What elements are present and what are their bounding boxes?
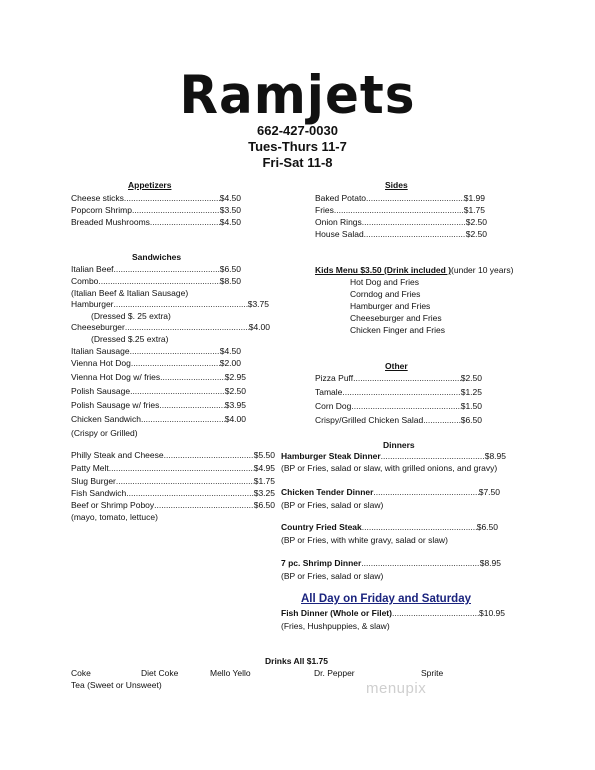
menu-item: Chicken Tender Dinner ..... $7.50 (281, 487, 500, 498)
drink-item: Mello Yello (210, 668, 251, 678)
menu-item: Polish Sausage w/ fries ..... $3.95 (71, 400, 246, 411)
watermark: menupix (366, 680, 427, 697)
menu-item: Baked Potato ..... $1.99 (315, 193, 485, 204)
item-note: (BP or Fries, salad or slaw) (281, 500, 384, 510)
drink-item: Dr. Pepper (314, 668, 355, 678)
menu-item: Fish Sandwich ..... $3.25 (71, 488, 275, 499)
sides-heading: Sides (385, 180, 408, 190)
menu-item: House Salad ..... $2.50 (315, 229, 487, 240)
restaurant-logo: Ramjets (179, 64, 416, 126)
drink-item: Tea (Sweet or Unsweet) (71, 680, 162, 690)
all-day-heading: All Day on Friday and Saturday (301, 593, 471, 605)
menu-item: Chicken Sandwich ..... $4.00 (71, 414, 246, 425)
menu-item: Country Fried Steak ..... $6.50 (281, 522, 498, 533)
kids-item: Chicken Finger and Fries (350, 325, 445, 335)
menu-item: Vienna Hot Dog ..... $2.00 (71, 358, 241, 369)
menu-item: Hamburger ..... $3.75 (71, 299, 269, 310)
sandwiches-heading: Sandwiches (132, 252, 182, 262)
menu-item: Corn Dog ..... $1.50 (315, 401, 482, 412)
drink-item: Sprite (421, 668, 444, 678)
phone-number: 662-427-0030 (257, 123, 338, 138)
item-note: (Fries, Hushpuppies, & slaw) (281, 621, 390, 631)
menu-item: Tamale ..... $1.25 (315, 387, 482, 398)
kids-item: Cheeseburger and Fries (350, 313, 442, 323)
menu-item: Patty Melt ..... $4.95 (71, 463, 275, 474)
item-note: (Dressed $.25 extra) (91, 334, 169, 344)
item-note: (BP or Fries, salad or slaw, with grilled onions, and gravy) (281, 463, 498, 473)
item-note: (Italian Beef & Italian Sausage) (71, 288, 189, 298)
menu-item: Italian Sausage ..... $4.50 (71, 346, 241, 357)
menu-item: Onion Rings ..... $2.50 (315, 217, 487, 228)
menu-item: Crispy/Grilled Chicken Salad ..... $6.50 (315, 415, 482, 426)
menu-item: Slug Burger ..... $1.75 (71, 476, 275, 487)
menu-item: Philly Steak and Cheese ..... $5.50 (71, 450, 275, 461)
hours-weekday: Tues-Thurs 11-7 (248, 139, 347, 154)
menu-item: Polish Sausage ..... $2.50 (71, 386, 246, 397)
menu-item: Vienna Hot Dog w/ fries ..... $2.95 (71, 372, 246, 383)
item-note: (Dressed $. 25 extra) (91, 311, 171, 321)
menu-item: Hamburger Steak Dinner ..... $8.95 (281, 451, 506, 462)
item-note: (Crispy or Grilled) (71, 428, 138, 438)
hours-weekend: Fri-Sat 11-8 (262, 155, 333, 170)
dinners-heading: Dinners (383, 440, 415, 450)
menu-item: Combo ..... $8.50 (71, 276, 241, 287)
kids-item: Hamburger and Fries (350, 301, 431, 311)
kids-item: Corndog and Fries (350, 289, 421, 299)
menu-item: 7 pc. Shrimp Dinner ..... $8.95 (281, 558, 501, 569)
menu-item: Cheeseburger ..... $4.00 (71, 322, 270, 333)
menu-item: Popcorn Shrimp ..... $3.50 (71, 205, 241, 216)
drink-item: Coke (71, 668, 91, 678)
kids-item: Hot Dog and Fries (350, 277, 419, 287)
menu-item: Pizza Puff ..... $2.50 (315, 373, 482, 384)
appetizers-heading: Appetizers (128, 180, 172, 190)
menu-item: Breaded Mushrooms ..... $4.50 (71, 217, 241, 228)
item-note: (BP or Fries, salad or slaw) (281, 571, 384, 581)
item-note: (BP or Fries, with white gravy, salad or slaw) (281, 535, 448, 545)
kids-menu-heading (315, 265, 513, 275)
drinks-heading: Drinks All $1.75 (265, 656, 328, 666)
menu-item: Cheese sticks ..... $4.50 (71, 193, 241, 204)
other-heading: Other (385, 361, 408, 371)
menu-item: Fish Dinner (Whole or Filet) ..... $10.95 (281, 608, 505, 619)
kids-menu-title: Kids Menu $3.50 (Drink included ) (315, 265, 452, 275)
item-note: (mayo, tomato, lettuce) (71, 512, 158, 522)
menu-item: Fries ..... $1.75 (315, 205, 485, 216)
drink-item: Diet Coke (141, 668, 179, 678)
menu-item: Italian Beef ..... $6.50 (71, 264, 241, 275)
menu-item: Beef or Shrimp Poboy ..... $6.50 (71, 500, 275, 511)
kids-menu-age: (under 10 years) (451, 265, 514, 275)
